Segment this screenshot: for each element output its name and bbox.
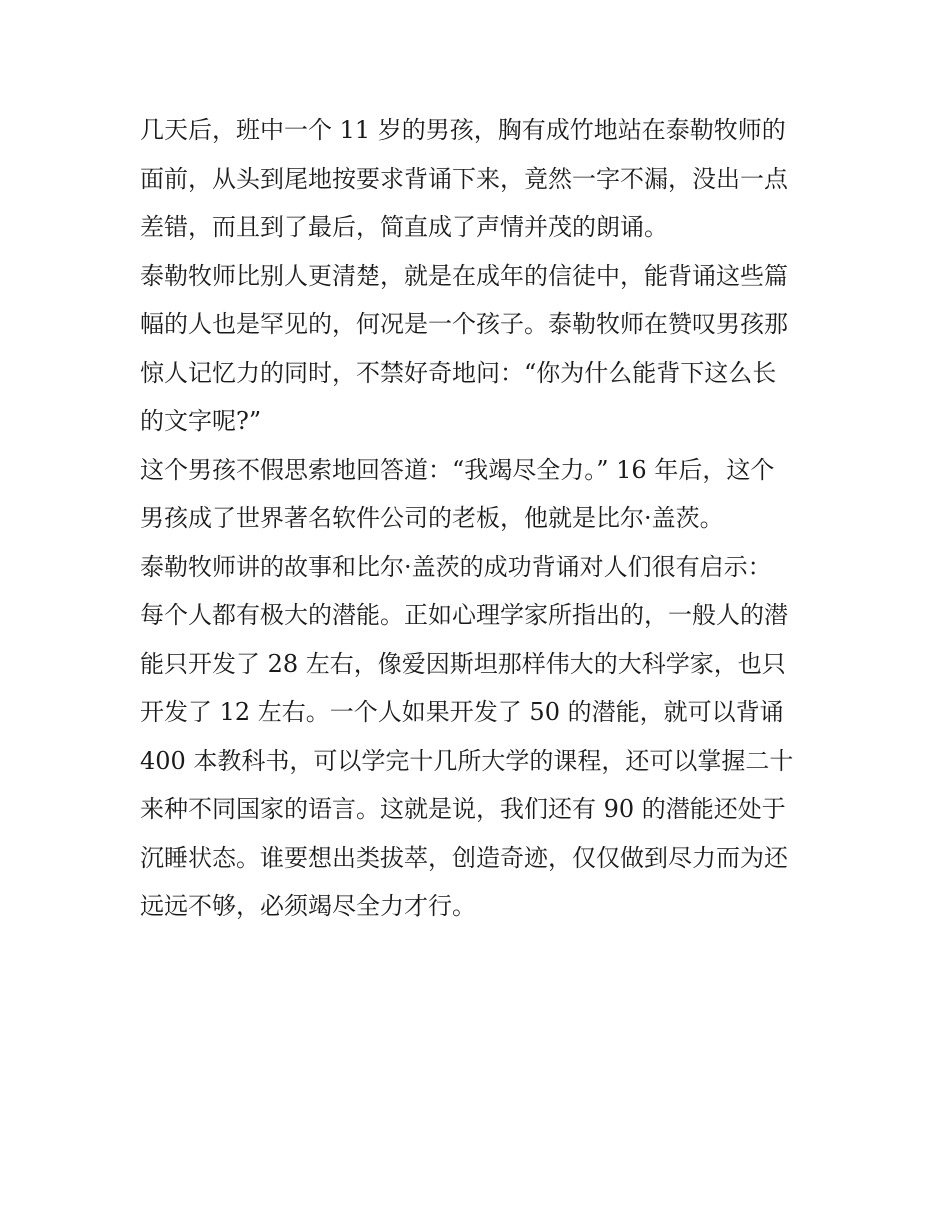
text-line: 泰勒牧师讲的故事和比尔·盖茨的成功背诵对人们很有启示：: [140, 552, 772, 581]
text-line: 这个男孩不假思索地回答道：“我竭尽全力。” 16 年后，这个: [140, 455, 775, 484]
text-line: 远远不够，必须竭尽全力才行。: [140, 892, 476, 920]
text-line: 400 本教科书，可以学完十几所大学的课程，还可以掌握二十: [140, 746, 794, 775]
document-body: [140, 106, 820, 931]
text-line: 开发了 12 左右。一个人如果开发了 50 的潜能，就可以背诵: [140, 698, 784, 726]
text-line: 来种不同国家的语言。这就是说，我们还有 90 的潜能还处于: [140, 795, 786, 823]
text-line: 面前，从头到尾地按要求背诵下来，竟然一字不漏，没出一点: [140, 164, 788, 193]
text-line: 的文字呢?”: [140, 407, 262, 435]
text-line: 每个人都有极大的潜能。正如心理学家所指出的，一般人的潜: [140, 601, 788, 629]
text-line: 能只开发了 28 左右，像爱因斯坦那样伟大的大科学家，也只: [140, 649, 786, 678]
text-line: 泰勒牧师比别人更清楚，就是在成年的信徒中，能背诵这些篇: [140, 261, 788, 290]
text-line: 男孩成了世界著名软件公司的老板，他就是比尔·盖茨。: [140, 504, 724, 532]
text-line: 幅的人也是罕见的，何况是一个孩子。泰勒牧师在赞叹男孩那: [140, 310, 788, 338]
text-line: 几天后，班中一个 11 岁的男孩，胸有成竹地站在泰勒牧师的: [140, 116, 786, 144]
text-line: 沉睡状态。谁要想出类拔萃，创造奇迹，仅仅做到尽力而为还: [140, 843, 788, 872]
text-line: 差错，而且到了最后，简直成了声情并茂的朗诵。: [140, 213, 668, 241]
text-line: 惊人记忆力的同时，不禁好奇地问：“你为什么能背下这么长: [140, 358, 777, 387]
